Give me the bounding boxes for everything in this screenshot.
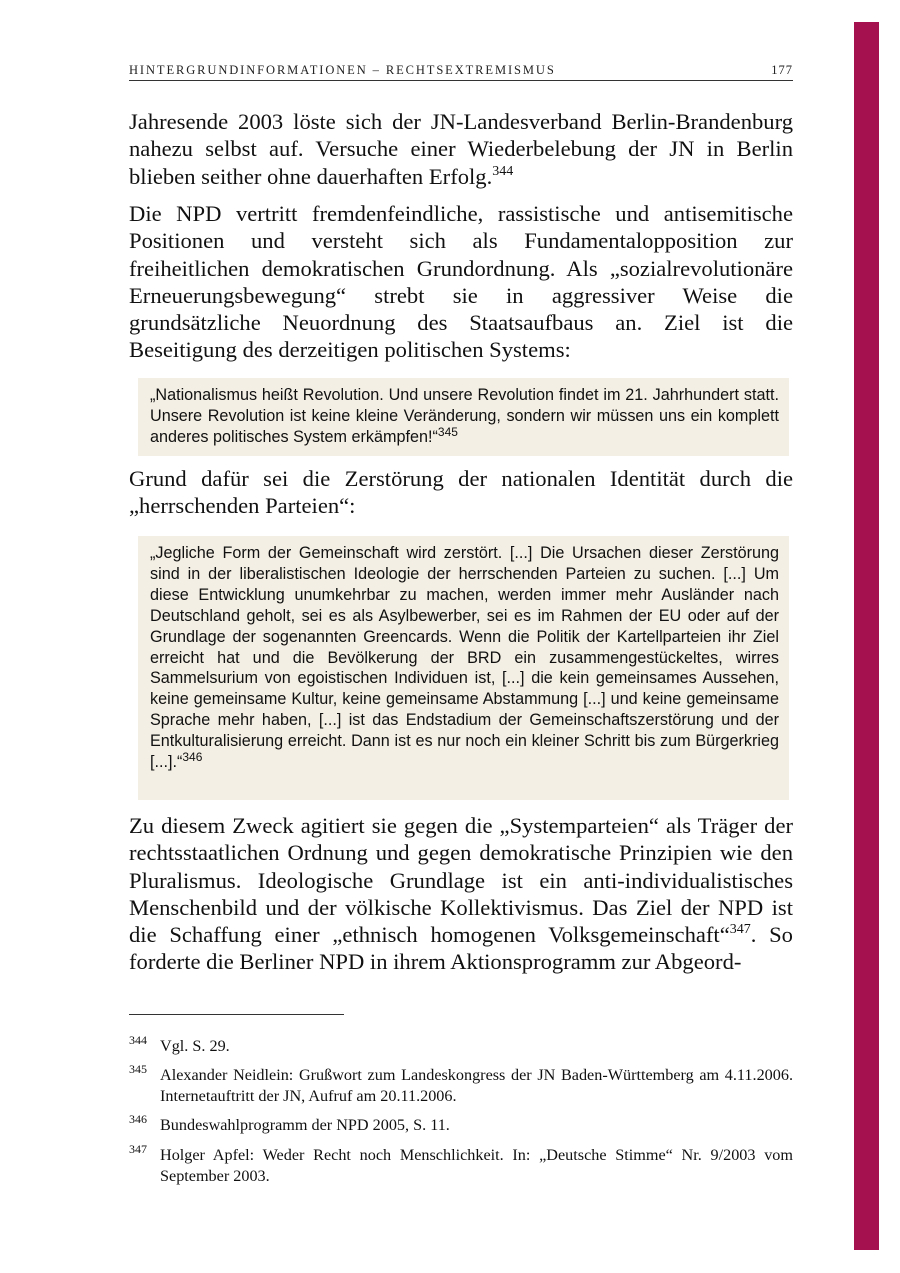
- quote-block-1: [138, 378, 789, 456]
- footnote-text: Bundeswahlprogramm der NPD 2005, S. 11.: [160, 1116, 450, 1134]
- page-number: 177: [771, 63, 793, 77]
- footnote-separator: [129, 1014, 344, 1015]
- footnote-346: [129, 1112, 793, 1136]
- footnote-347: [129, 1142, 793, 1187]
- paragraph-4-tail: . So forderte die Berliner NPD in ihrem Aktionsprogramm zur Abgeord-: [129, 922, 793, 975]
- paragraph-2: Die NPD vertritt fremdenfeindliche, rassistische und antisemitische Positionen und versteht sich als Fundamentalopposition zur freiheitlichen demokratischen Grundordnung. Als „sozialrevolutionäre Erneuerungsbewegung“ strebt sie in aggressiver Weise die grundsätzliche Neuordnung des Staatsaufbaus an. Ziel ist die Beseitigung des derzeitigen politischen Systems:: [129, 201, 793, 363]
- paragraph-1: [129, 108, 793, 190]
- footnote-number: 347: [129, 1142, 147, 1156]
- footnote-number: 344: [129, 1033, 147, 1047]
- footnote-ref-345: 345: [437, 424, 458, 439]
- quote-1-text: „Nationalismus heißt Revolution. Und unsere Revolution findet im 21. Jahrhundert statt. Unsere Revolution ist keine kleine Veränderung, sondern wir müssen uns ein komplett anderes politisches System erkämpfen!“: [150, 386, 779, 446]
- footnote-344: [129, 1033, 793, 1057]
- footnote-text: Holger Apfel: Weder Recht noch Menschlichkeit. In: „Deutsche Stimme“ Nr. 9/2003 vom September 2003.: [160, 1146, 793, 1185]
- paragraph-4-text: Zu diesem Zweck agitiert sie gegen die „Systemparteien“ als Träger der rechtsstaatlichen Ordnung und gegen demokratische Prinzipien wie den Pluralismus. Ideologische Grundlage ist ein anti-individualistisches Menschenbild und der völkische Kollektivismus. Das Ziel der NPD ist die Schaffung einer „ethnisch homogenen Volksgemeinschaft“: [129, 813, 793, 948]
- quote-2-text: „Jegliche Form der Gemeinschaft wird zerstört. [...] Die Ursachen dieser Zerstörung sind in der liberalistischen Ideologie der herrschenden Parteien zu suchen. [...] Um diese Entwicklung unumkehrbar zu machen, werden immer mehr Ausländer nach Deutschland geholt, sei es als Asylbewerber, sei es im Rahmen der EU oder auf der Grundlage der sogenannten Greencards. Wenn die Politik der Kartellparteien ihr Ziel erreicht hat und die Bevölkerung der BRD ein zusammengestückeltes, wirres Sammelsurium von egoistischen Individuen ist, [...] die kein gemeinsames Aussehen, keine gemeinsame Kultur, keine gemeinsame Abstammung [...] und keine gemeinsame Sprache mehr haben, [...] ist das Endstadium der Gemeinschaftszerstörung und der Entkulturalisierung erreicht. Dann ist es nur noch ein kleiner Schritt bis zum Bürgerkrieg [...].“: [150, 544, 779, 772]
- footnote-ref-346: 346: [182, 750, 203, 765]
- header-title: HINTERGRUNDINFORMATIONEN – RECHTSEXTREMISMUS: [129, 63, 556, 77]
- footnote-number: 346: [129, 1112, 147, 1126]
- footnote-ref-344: 344: [492, 163, 514, 179]
- paragraph-4: [129, 812, 793, 976]
- footnote-ref-347: 347: [729, 922, 751, 938]
- paragraph-3: Grund dafür sei die Zerstörung der nationalen Identität durch die „herrschenden Parteien“:: [129, 466, 793, 519]
- quote-block-2: [138, 536, 789, 800]
- paragraph-1-text: Jahresende 2003 löste sich der JN-Landesverband Berlin-Brandenburg nahezu selbst auf. Versuche einer Wiederbelebung der JN in Berlin blieben seither ohne dauerhaften Erfolg.: [129, 109, 793, 189]
- footnote-text: Alexander Neidlein: Grußwort zum Landeskongress der JN Baden-Württemberg am 4.11.2006. Internetauftritt der JN, Aufruf am 20.11.2006.: [160, 1066, 793, 1105]
- footnote-number: 345: [129, 1062, 147, 1076]
- footnote-345: [129, 1062, 793, 1107]
- side-color-bar: [854, 22, 879, 1250]
- running-header: [129, 62, 793, 81]
- footnote-text: Vgl. S. 29.: [160, 1037, 230, 1055]
